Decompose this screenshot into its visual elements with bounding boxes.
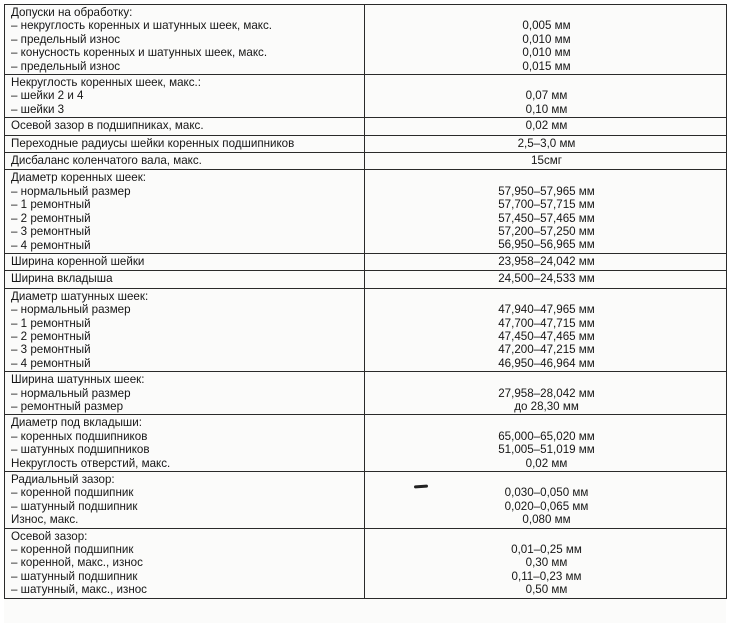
parameter-item: – предельный износ (11, 32, 121, 46)
parameter-item: – шейки 3 (11, 102, 65, 116)
parameter-value: 57,950–57,965 мм (498, 184, 595, 198)
parameter-item: – 2 ремонтный (11, 329, 91, 343)
parameter-item: – предельный износ (11, 59, 121, 73)
value-spacer (371, 76, 722, 89)
table-row (5, 372, 727, 415)
parameter-heading: Диаметр коренных шеек: (11, 171, 146, 185)
parameter-heading: Переходные радиусы шейки коренных подшипников (11, 136, 295, 150)
parameter-value: 0,020–0,065 мм (504, 499, 589, 513)
spec-sheet (4, 4, 726, 623)
parameter-value: 57,450–57,465 мм (498, 211, 595, 225)
value-spacer (371, 171, 722, 184)
value-spacer (371, 416, 722, 429)
parameter-value: 0,10 мм (525, 102, 568, 116)
parameter-heading: Ширина коренной шейки (11, 254, 145, 268)
parameter-heading: Диаметр шатунных шеек: (11, 289, 149, 303)
parameter-value: 0,11–0,23 мм (511, 569, 582, 583)
parameter-value: 47,200–47,215 мм (498, 343, 595, 357)
parameter-heading: Некруглость коренных шеек, макс.: (11, 76, 201, 90)
table-row (5, 118, 727, 135)
parameter-heading: Осевой зазор в подшипниках, макс. (11, 119, 204, 133)
value-cell (365, 118, 727, 135)
parameter-item: – 4 ремонтный (11, 238, 91, 252)
parameter-item: – шатунный подшипник (11, 499, 138, 513)
parameter-value: 0,30 мм (525, 556, 568, 570)
parameter-value: 0,030–0,050 мм (504, 486, 589, 500)
parameter-item: – шейки 2 и 4 (11, 89, 84, 103)
value-cell (365, 170, 727, 253)
parameter-value: 65,000–65,020 мм (498, 429, 595, 443)
parameter-item: – некруглость коренных и шатунных шеек, макс. (11, 19, 273, 33)
parameter-item: – шатунный, макс., износ (11, 583, 147, 597)
parameter-value: 51,005–51,019 мм (498, 443, 595, 457)
value-spacer (371, 6, 722, 19)
parameter-value: 46,950–46,964 мм (498, 356, 595, 370)
parameter-item: – коренной подшипник (11, 543, 134, 557)
value-cell (365, 528, 727, 598)
parameter-item: Некруглость отверстий, макс. (11, 456, 171, 470)
parameter-item: – коренной подшипник (11, 486, 134, 500)
parameter-item: – 1 ремонтный (11, 198, 91, 212)
parameter-item: – нормальный размер (11, 386, 131, 400)
table-row (5, 528, 727, 598)
parameter-item: – нормальный размер (11, 184, 131, 198)
value-cell (365, 5, 727, 75)
parameter-value: 24,500–24,533 мм (498, 272, 595, 286)
parameter-heading: Радиальный зазор: (11, 473, 115, 486)
value-cell (365, 271, 727, 288)
table-row (5, 415, 727, 472)
parameter-value: 0,015 мм (522, 59, 571, 73)
parameter-cell (5, 472, 365, 529)
value-cell (365, 135, 727, 152)
table-row (5, 170, 727, 253)
spec-table-body (5, 5, 727, 599)
parameter-value: 0,010 мм (522, 32, 571, 46)
value-cell (365, 472, 727, 529)
table-row (5, 75, 727, 118)
parameter-item: – коренных подшипников (11, 429, 148, 443)
parameter-cell (5, 288, 365, 371)
parameter-value: 47,940–47,965 мм (498, 303, 595, 317)
parameter-value: 57,200–57,250 мм (498, 225, 595, 239)
spec-table (4, 4, 727, 599)
parameter-heading: Диаметр под вкладыши: (11, 416, 142, 430)
value-spacer (371, 373, 722, 386)
table-row (5, 5, 727, 75)
parameter-item: – 4 ремонтный (11, 356, 91, 370)
table-row (5, 472, 727, 529)
parameter-value: 0,010 мм (522, 46, 571, 60)
parameter-cell (5, 271, 365, 288)
parameter-item: – ремонтный размер (11, 399, 124, 413)
parameter-cell (5, 528, 365, 598)
parameter-cell (5, 118, 365, 135)
parameter-value: 27,958–28,042 мм (498, 386, 595, 400)
parameter-value: 0,01–0,25 мм (511, 543, 582, 557)
parameter-cell (5, 5, 365, 75)
parameter-value: 0,080 мм (522, 513, 571, 527)
parameter-cell (5, 415, 365, 472)
value-cell (365, 372, 727, 415)
parameter-cell (5, 253, 365, 270)
table-row (5, 271, 727, 288)
parameter-heading: Дисбаланс коленчатого вала, макс. (11, 154, 202, 168)
value-cell (365, 415, 727, 472)
parameter-value: 0,02 мм (525, 119, 568, 133)
parameter-value: 47,700–47,715 мм (498, 316, 595, 330)
value-cell (365, 75, 727, 118)
parameter-item: – шатунных подшипников (11, 443, 150, 457)
parameter-item: – шатунный подшипник (11, 569, 138, 583)
parameter-value: 0,02 мм (525, 456, 568, 470)
parameter-cell (5, 135, 365, 152)
parameter-heading: Допуски на обработку: (11, 6, 133, 19)
table-row (5, 253, 727, 270)
value-spacer (371, 530, 722, 543)
parameter-item: – конусность коренных и шатунных шеек, макс. (11, 46, 268, 60)
parameter-value: 47,450–47,465 мм (498, 329, 595, 343)
parameter-value: 2,5–3,0 мм (517, 136, 576, 150)
parameter-value: 0,50 мм (525, 583, 568, 597)
parameter-item: – 1 ремонтный (11, 316, 91, 330)
parameter-heading: Ширина шатунных шеек: (11, 373, 145, 387)
parameter-item: – 2 ремонтный (11, 211, 91, 225)
table-row (5, 153, 727, 170)
table-row (5, 288, 727, 371)
parameter-cell (5, 372, 365, 415)
parameter-value: 23,958–24,042 мм (498, 254, 595, 268)
value-cell (365, 253, 727, 270)
parameter-value: 0,07 мм (525, 89, 568, 103)
parameter-heading: Осевой зазор: (11, 529, 88, 543)
parameter-item: – 3 ремонтный (11, 225, 91, 239)
parameter-item: – нормальный размер (11, 303, 131, 317)
value-spacer (371, 290, 722, 303)
parameter-value: 0,005 мм (522, 19, 571, 33)
parameter-item: – коренной, макс., износ (11, 556, 143, 570)
parameter-cell (5, 170, 365, 253)
parameter-cell (5, 153, 365, 170)
parameter-item: Износ, макс. (11, 513, 79, 527)
parameter-cell (5, 75, 365, 118)
parameter-heading: Ширина вкладыша (11, 272, 113, 286)
parameter-item: – 3 ремонтный (11, 343, 91, 357)
value-cell (365, 288, 727, 371)
parameter-value: до 28,30 мм (514, 399, 579, 413)
parameter-value: 56,950–56,965 мм (498, 238, 595, 252)
parameter-value: 57,700–57,715 мм (498, 198, 595, 212)
table-row (5, 135, 727, 152)
value-cell (365, 153, 727, 170)
parameter-value: 15смг (531, 154, 562, 168)
